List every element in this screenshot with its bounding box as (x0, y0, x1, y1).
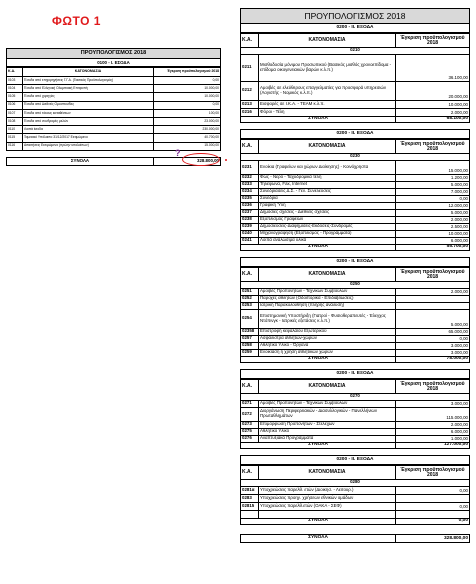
row-code: 0116 (7, 142, 23, 150)
row-description: Τηλέφωνα, Fax, Internet (259, 181, 396, 188)
row-description: Ιατρική Παρακολούθηση (πλήρης ανάλυση) (259, 302, 396, 309)
row-code: 0241 (241, 237, 259, 244)
row-description: Συνεδριάσεις Δ.Σ. - Γεν. Συνελεύσεις (259, 188, 396, 195)
expense-section-table (240, 139, 470, 251)
row-value: 0,00 (396, 335, 470, 342)
table-row (241, 407, 470, 421)
table-row (241, 295, 470, 302)
row-description: Ενοικίαση ή χρήση αθλητικών χώρων (259, 349, 396, 356)
row-description: Διοργάνωση Περιφερειακών - Διασυλλογικών - Πανελλήνιων Πρωταθλημάτων (259, 407, 396, 421)
section-total-row (241, 518, 470, 525)
row-description: Αναπτυξιακά Προγράμματα (259, 435, 396, 442)
row-description: Έσοδα από επιχορηγήσεις Γ.Γ.Α. (Τακτικός Προϋπολογισμός) (23, 77, 154, 85)
row-value: 20.000,00 (396, 81, 470, 100)
row-description: Έσοδα από χορηγίες (23, 93, 154, 101)
row-description: Αμοιβές Προπονητών - Τεχνικών Συμβούλων (259, 288, 396, 295)
table-header (241, 268, 470, 282)
row-code: 0213 (241, 100, 259, 108)
row-value: 36.100,00 (396, 54, 470, 81)
table-row (241, 223, 470, 230)
col-desc: ΚΑΤΟΝΟΜΑΣΙΑ (259, 466, 396, 480)
section-header: 0200 - ΙΙ. ΕΞΟΔΑ (240, 455, 470, 465)
row-value: 2.000,00 (396, 288, 470, 295)
col-desc: ΚΑΤΟΝΟΜΑΣΙΑ (259, 380, 396, 394)
row-description: Φόροι - Τέλη (259, 108, 396, 116)
col-ka: Κ.Α. (241, 34, 259, 48)
left-total-label: ΣΥΝΟΛΑ (7, 157, 154, 165)
table-row (241, 81, 470, 100)
row-code: 0212 (241, 81, 259, 100)
col-val: Έγκριση προϋπολογισμού 2018 (396, 380, 470, 394)
row-description (259, 510, 396, 518)
row-description: Λοιπά αναλώσιμα υλικά (259, 237, 396, 244)
col-val: Έγκριση προϋπολογισμού 2018 (396, 34, 470, 48)
row-code: 0108 (7, 117, 23, 125)
row-value: 100,00 (154, 109, 221, 117)
table-row (241, 216, 470, 223)
row-description: Απαιτήσεις Εκτιμώμενο (πρώην υπολοίπων) (23, 142, 154, 150)
left-table-row (7, 126, 221, 134)
table-row (241, 160, 470, 174)
row-code: 0231 (241, 160, 259, 174)
row-description: Έσοδα από Ελληνική Ολυμπιακή Επιτροπή (23, 85, 154, 93)
row-code: 0106 (7, 101, 23, 109)
row-code: 0105 (7, 93, 23, 101)
row-value: 2.500,00 (396, 223, 470, 230)
left-table-row (7, 93, 221, 101)
section-total-label: ΣΥΝΟΛΑ (241, 116, 396, 123)
grand-total-value: 328.800,00 (396, 535, 470, 543)
row-description: Μισθοδοσία μόνιμου Προσωπικού (Βασικός μισθός χρονοεπίδομα - επίδομα οικογενειακών βαρών κ.λ.π.) (259, 54, 396, 81)
subsection-code: 0250 (241, 282, 470, 289)
question-mark-annotation: ? (175, 148, 181, 158)
col-val: Έγκριση προϋπολογισμού 2018 (396, 140, 470, 154)
row-value: 10.000,00 (154, 93, 221, 101)
row-code: 0276 (241, 435, 259, 442)
right-budget-document (240, 8, 470, 543)
row-code: 0211 (241, 54, 259, 81)
row-value: 0,00 (154, 101, 221, 109)
row-value: 2.000,00 (396, 421, 470, 428)
row-value: 1.200,00 (396, 174, 470, 181)
col-val: Έγκριση προϋπολογισμού 2018 (396, 268, 470, 282)
row-description: Ταμειακό Υπόλοιπο 31/12/2017 Εκτιμώμενο (23, 134, 154, 142)
table-row (241, 494, 470, 502)
row-value (396, 295, 470, 302)
left-col-ka: Κ.Α. (7, 68, 23, 77)
left-revenue-table (6, 67, 221, 151)
row-value: 0,00 (154, 77, 221, 85)
row-value: 5.000,00 (396, 209, 470, 216)
row-description: Υποχρεώσεις παρελθ. ετών (Διοικησ. - Λειτουρ.) (259, 486, 396, 494)
section-total-label: ΣΥΝΟΛΑ (241, 518, 396, 525)
row-code: 0281α (241, 486, 259, 494)
row-description: Εισφορές σε Ι.Κ.Α. - ΤΕΑΜ κ.λ.π. (259, 100, 396, 108)
table-row (241, 421, 470, 428)
col-ka: Κ.Α. (241, 140, 259, 154)
table-row (241, 54, 470, 81)
row-value: 3.000,00 (396, 349, 470, 356)
row-value: 5.000,00 (396, 309, 470, 328)
table-row (241, 100, 470, 108)
table-header (241, 380, 470, 394)
red-circle-annotation (182, 153, 220, 166)
row-code: 0216 (241, 108, 259, 116)
left-table-row (7, 109, 221, 117)
table-row (241, 400, 470, 407)
row-value: 6.000,00 (396, 428, 470, 435)
table-row (241, 335, 470, 342)
expense-section-table (240, 33, 470, 123)
table-row (241, 486, 470, 494)
row-description: Λοιπά έσοδα (23, 126, 154, 134)
row-description: Αμοιβές Προπονητών - Τεχνικών Συμβούλων (259, 400, 396, 407)
row-description: Φως - Νερό - Ταχυδρομικά τέλη (259, 174, 396, 181)
row-code: 0233 (241, 181, 259, 188)
grand-total-row (241, 535, 470, 543)
row-code: 0115 (7, 134, 23, 142)
grand-total-table (240, 534, 470, 543)
table-row (241, 174, 470, 181)
table-row (241, 195, 470, 202)
left-table-row (7, 101, 221, 109)
row-code: 0253 (241, 302, 259, 309)
section-header: 0200 - ΙΙ. ΕΞΟΔΑ (240, 24, 470, 33)
row-value: 7.000,00 (396, 188, 470, 195)
section-total-row (241, 244, 470, 251)
row-description: Αθλητικό Υλικό - Όργανα (259, 342, 396, 349)
table-row (241, 230, 470, 237)
row-value: 23.000,00 (154, 117, 221, 125)
left-table-header (7, 68, 221, 77)
row-value: 15.000,00 (154, 142, 221, 150)
row-description: Δημοσιεύσεις-Διαφημίσεις-Εκδόσεις-Συνδρομές (259, 223, 396, 230)
row-value (396, 494, 470, 502)
left-title: ΠΡΟΥΠΟΛΟΓΙΣΜΟΣ 2018 (6, 48, 221, 59)
row-code: 0275 (241, 428, 259, 435)
section-total-label: ΣΥΝΟΛΑ (241, 356, 396, 363)
row-value (396, 302, 470, 309)
table-row (241, 349, 470, 356)
left-total-value: 328.800,00 (154, 157, 221, 165)
col-val: Έγκριση προϋπολογισμού 2018 (396, 466, 470, 480)
left-budget-document (6, 48, 221, 166)
section-total-value: 55.700,00 (396, 244, 470, 251)
row-description: Επιμόρφωση Προπονητών - Στελεχών (259, 421, 396, 428)
table-row (241, 237, 470, 244)
row-description: Υποχρεώσεις παρελθ.ετών (ΟΑΚΑ - ΣΕΦ) (259, 502, 396, 510)
section-total-label: ΣΥΝΟΛΑ (241, 244, 396, 251)
subsection-code: 0210 (241, 48, 470, 55)
table-header (241, 34, 470, 48)
table-row (241, 502, 470, 510)
row-code: 0273 (241, 421, 259, 428)
row-description: Αμοιβές σε ελεύθερους επαγγελματίες για προσφορά υπηρεσιών (Λογιστής - Νομικός κ.λ.π.) (259, 81, 396, 100)
subsection-code: 0230 (241, 154, 470, 161)
row-code: 0240 (241, 230, 259, 237)
row-value: 5.000,00 (396, 181, 470, 188)
section-total-row (241, 116, 470, 123)
table-row (241, 288, 470, 295)
row-value: 65.000,00 (396, 328, 470, 335)
table-row (241, 342, 470, 349)
row-code: 0259 (241, 349, 259, 356)
left-table-row (7, 85, 221, 93)
row-description: Ενοίκια (Γραφείων και χώρων Διοίκησης) - Κοινόχρηστα (259, 160, 396, 174)
table-row (241, 202, 470, 209)
row-description: Παροχές αθλητών (Οδοιπορικά - Επιδιαβιώσεις) (259, 295, 396, 302)
left-table-row (7, 142, 221, 150)
left-table-row (7, 134, 221, 142)
row-code: 0104 (7, 85, 23, 93)
col-ka: Κ.Α. (241, 268, 259, 282)
row-code: 0251 (241, 288, 259, 295)
row-value: 2.000,00 (396, 216, 470, 223)
section-header: 0200 - ΙΙ. ΕΞΟΔΑ (240, 257, 470, 267)
row-code: 0110 (7, 126, 23, 134)
row-value: 15.000,00 (396, 160, 470, 174)
section-header: 0200 - ΙΙ. ΕΞΟΔΑ (240, 129, 470, 139)
row-code: 0254 (241, 309, 259, 328)
row-value: 6.000,00 (396, 237, 470, 244)
row-code: 0237 (241, 209, 259, 216)
subsection-code: 0270 (241, 394, 470, 401)
row-value: 115.000,00 (396, 407, 470, 421)
row-value: 1.000,00 (396, 435, 470, 442)
row-description: Δημόσιες σχέσεις - Διεθνείς σχέσεις (259, 209, 396, 216)
row-value: 0,00 (396, 502, 470, 510)
table-row (241, 309, 470, 328)
row-description: Μηχανογράφηση (Εξοπλισμός - Προγράμματα) (259, 230, 396, 237)
row-description: Έσοδα από Διεθνείς Ομοσπονδίες (23, 101, 154, 109)
section-total-row (241, 356, 470, 363)
expense-section-table (240, 379, 470, 449)
section-total-label: ΣΥΝΟΛΑ (241, 442, 396, 449)
row-code: 0232 (241, 174, 259, 181)
row-code: 02358 (241, 328, 259, 335)
row-code: 0236 (241, 202, 259, 209)
table-row (241, 302, 470, 309)
red-dot-annotation (225, 159, 227, 161)
row-value: 12.000,00 (396, 202, 470, 209)
row-code: 0271 (241, 400, 259, 407)
left-table-row (7, 117, 221, 125)
row-description: Επιστροφή κεφαλαίου Εξωτερικού (259, 328, 396, 335)
row-code: 02815 (241, 502, 259, 510)
col-desc: ΚΑΤΟΝΟΜΑΣΙΑ (259, 268, 396, 282)
table-row (241, 188, 470, 195)
left-section-header: 0100 - Ι. ΕΣΟΔΑ (6, 59, 221, 67)
expense-section-table (240, 465, 470, 525)
table-row (241, 328, 470, 335)
row-value: 0,00 (396, 486, 470, 494)
row-value: 10.000,00 (396, 230, 470, 237)
col-desc: ΚΑΤΟΝΟΜΑΣΙΑ (259, 140, 396, 154)
row-code (241, 510, 259, 518)
row-description: Αθλητικό Υλικό (259, 428, 396, 435)
row-code: 0272 (241, 407, 259, 421)
row-description: Συνέδρια (259, 195, 396, 202)
row-code: 0257 (241, 335, 259, 342)
table-row (241, 209, 470, 216)
section-total-value: 0,00 (396, 518, 470, 525)
row-description: Γραφική Ύλη (259, 202, 396, 209)
row-code: 0239 (241, 223, 259, 230)
left-col-val: Έγκριση προϋπολογισμού 2018 (154, 68, 221, 77)
row-description: Εξοπλισμός Γραφείων (259, 216, 396, 223)
row-description: Υποχρεώσεις προηγ. χρήσεων εθνικών ομάδων (259, 494, 396, 502)
table-header (241, 140, 470, 154)
row-value: 10.000,00 (154, 85, 221, 93)
grand-total-label: ΣΥΝΟΛΑ (241, 535, 396, 543)
row-code: 0258 (241, 342, 259, 349)
row-value: 230.000,00 (154, 126, 221, 134)
photo-label: ΦΩΤΟ 1 (52, 14, 101, 28)
section-total-row (241, 442, 470, 449)
row-code: 0234 (241, 188, 259, 195)
row-code: 0235 (241, 195, 259, 202)
right-title: ΠΡΟΥΠΟΛΟΓΙΣΜΟΣ 2018 (240, 8, 470, 24)
subsection-code: 0280 (241, 480, 470, 487)
row-description: Ασφάλιστρα αθλητών-χώρων (259, 335, 396, 342)
row-code: 0252 (241, 295, 259, 302)
col-ka: Κ.Α. (241, 380, 259, 394)
row-description: Έσοδα από συνδρομές μελών (23, 117, 154, 125)
section-header: 0200 - ΙΙ. ΕΞΟΔΑ (240, 369, 470, 379)
section-total-value: 127.000,00 (396, 442, 470, 449)
table-header (241, 466, 470, 480)
row-code: 0103 (7, 77, 23, 85)
expense-section-table (240, 267, 470, 363)
row-value: 0,00 (396, 195, 470, 202)
row-value: 2.000,00 (396, 108, 470, 116)
table-row (241, 510, 470, 518)
row-value: 3.000,00 (396, 342, 470, 349)
row-value: 40.700,00 (154, 134, 221, 142)
row-code: 0107 (7, 109, 23, 117)
left-table-row (7, 77, 221, 85)
table-row (241, 428, 470, 435)
col-ka: Κ.Α. (241, 466, 259, 480)
row-value (396, 510, 470, 518)
table-row (241, 181, 470, 188)
row-code: 0283 (241, 494, 259, 502)
row-description: Έσοδα από τόκους καταθέσεων (23, 109, 154, 117)
table-row (241, 108, 470, 116)
table-row (241, 435, 470, 442)
section-total-value: 78.000,00 (396, 356, 470, 363)
section-total-value: 68.100,00 (396, 116, 470, 123)
left-col-desc: ΚΑΤΟΝΟΜΑΣΙΑ (23, 68, 154, 77)
row-value: 3.000,00 (396, 400, 470, 407)
col-desc: ΚΑΤΟΝΟΜΑΣΙΑ (259, 34, 396, 48)
row-code: 0238 (241, 216, 259, 223)
row-description: Επιστημονική Υποστήριξη (Γιατροί - Φυσιοθεραπευτές - Έλεγχος Ντόπινγκ - Ιατρικές εξετάσεις κ.λ.π.) (259, 309, 396, 328)
row-value: 10.000,00 (396, 100, 470, 108)
